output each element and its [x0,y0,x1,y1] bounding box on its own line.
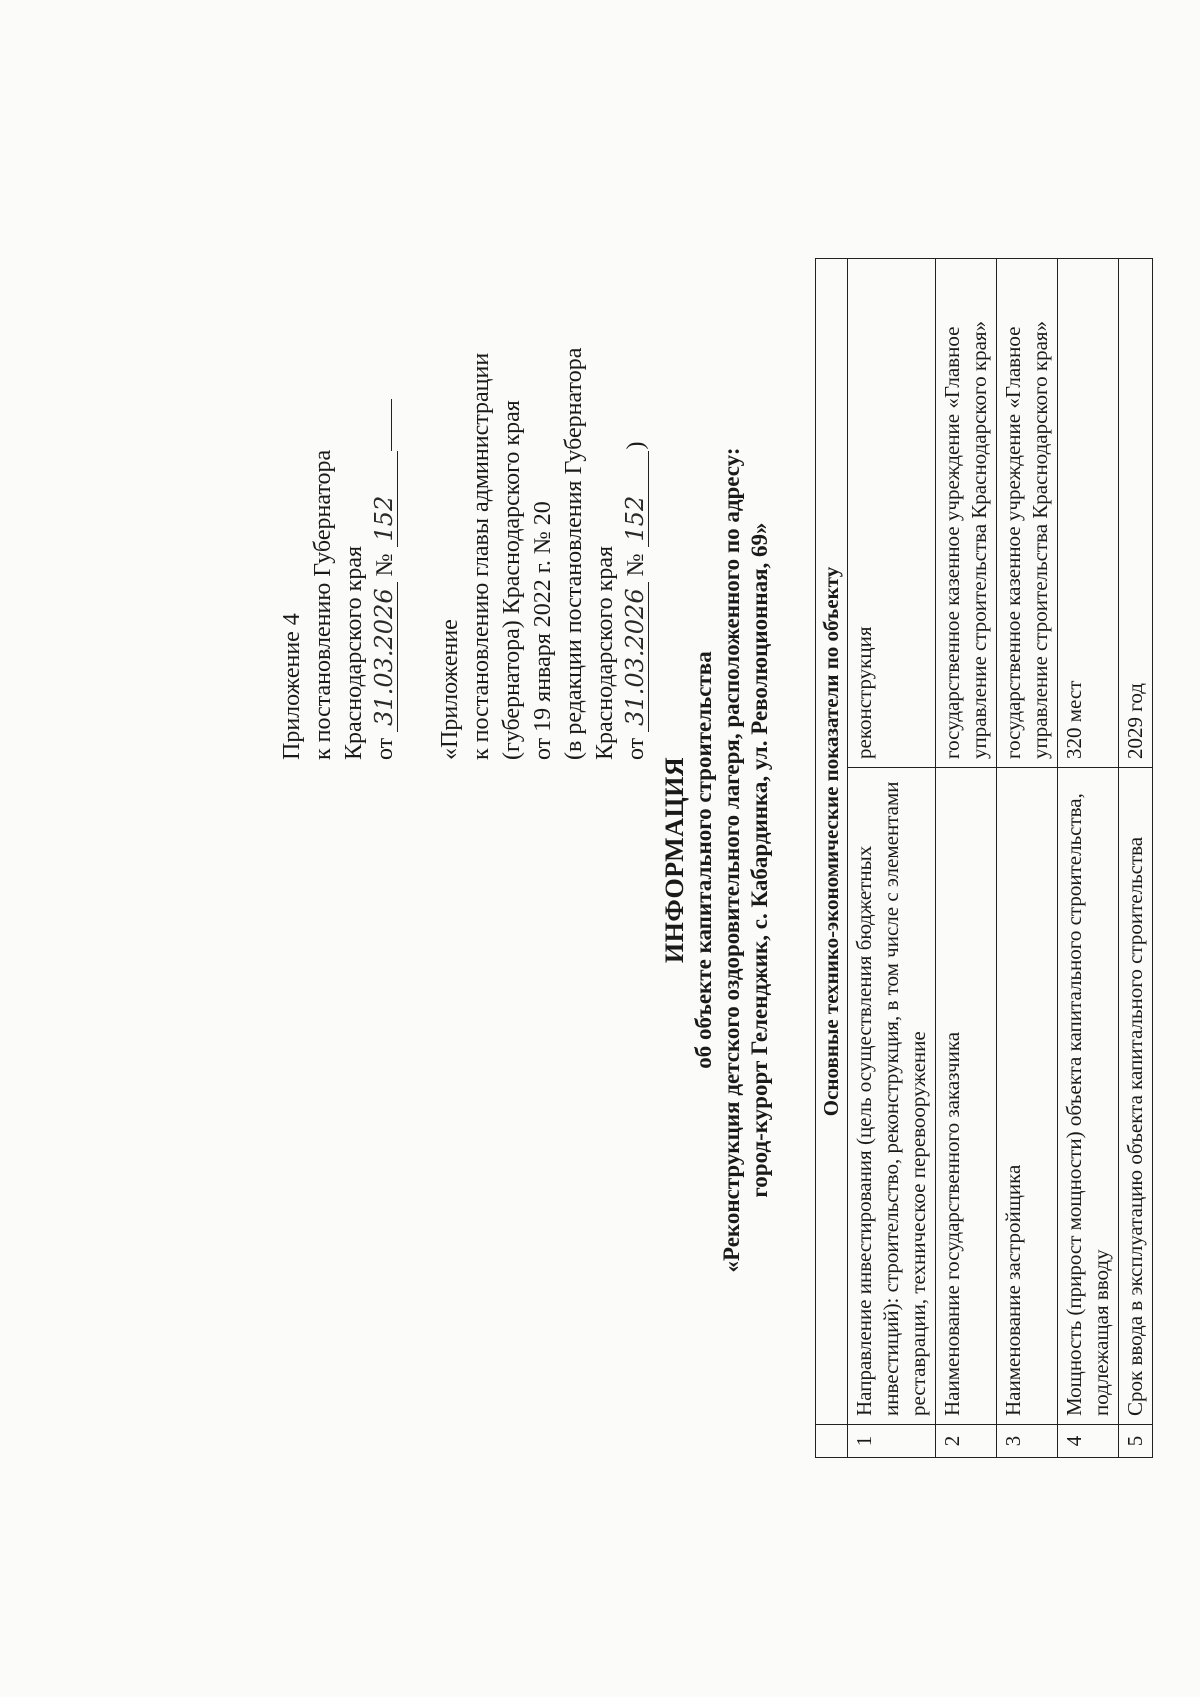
row-parameter: Наименование застройщика [997,768,1058,1425]
handwritten-number: 152 [371,452,398,548]
document-subtitle: об объекте капитального строительства [691,651,716,1069]
row-number: 1 [848,1425,936,1458]
row-value: 2029 год [1119,259,1153,768]
handwritten-number: 152 [622,452,649,548]
indicators-table [815,258,1153,1458]
annex-number: Приложение 4 [279,613,305,760]
row-value: государственное казенное учреждение «Главное управление строительства Краснодарского края» [936,259,997,768]
annex-date-line [370,380,401,760]
original-annex-reference: к постановлению главы администрации [468,352,494,760]
number-sign: № [372,553,398,577]
approval-block-original [435,347,652,760]
row-value: государственное казенное учреждение «Главное управление строительства Краснодарского края» [997,259,1058,768]
original-annex-date: от 19 января 2022 г. № 20 [530,501,556,760]
table-header-blank [816,1425,848,1458]
row-number: 2 [936,1425,997,1458]
table-header: Основные технико-экономические показатели по объекту [816,259,848,1425]
row-value: 320 мест [1058,259,1119,768]
approval-block-annex-4 [277,380,401,760]
table-row [997,259,1058,1458]
row-number: 4 [1058,1425,1119,1458]
document-title: ИНФОРМАЦИЯ [660,756,689,964]
table-row [936,259,997,1458]
signature-underline [391,400,392,452]
table-row [1119,259,1153,1458]
handwritten-date: 31.03.2026 [622,582,649,731]
table-row [1058,259,1119,1458]
table-header-row [816,259,848,1458]
revision-date-line [621,380,652,760]
original-annex-label: «Приложение [437,619,463,760]
closing-parenthesis: ) [623,441,649,450]
annex-reference: к постановлению Губернатора [310,449,336,760]
row-parameter: Наименование государственного заказчика [936,768,997,1425]
row-parameter: Направление инвестирования (цель осуществления бюджетных инвестиций): строительство, реконструкция, в том числе с элементами реставрации, техническое перевооружение [848,768,936,1425]
date-prefix: от [372,737,398,760]
row-parameter: Мощность (прирост мощности) объекта капитального строительства, подлежащая вводу [1058,768,1119,1425]
project-name-line-1: «Реконструкция детского оздоровительного лагеря, расположенного по адресу: [719,447,744,1273]
document-title-block [660,360,774,1360]
row-value: реконструкция [848,259,936,768]
original-annex-authority: (губернатора) Краснодарского края [499,400,525,760]
date-prefix: от [623,737,649,760]
table-row [848,259,936,1458]
row-number: 3 [997,1425,1058,1458]
revision-note: (в редакции постановления Губернатора [561,347,587,760]
rotated-document-page [60,60,1180,1660]
row-parameter: Срок ввода в эксплуатацию объекта капитального строительства [1119,768,1153,1425]
project-name-line-2: город-курорт Геленджик, с. Кабардинка, ул. Революционная, 69» [747,522,772,1198]
handwritten-date: 31.03.2026 [371,582,398,731]
row-number: 5 [1119,1425,1153,1458]
annex-region: Краснодарского края [341,545,367,760]
number-sign: № [623,553,649,577]
revision-region: Краснодарского края [592,545,618,760]
